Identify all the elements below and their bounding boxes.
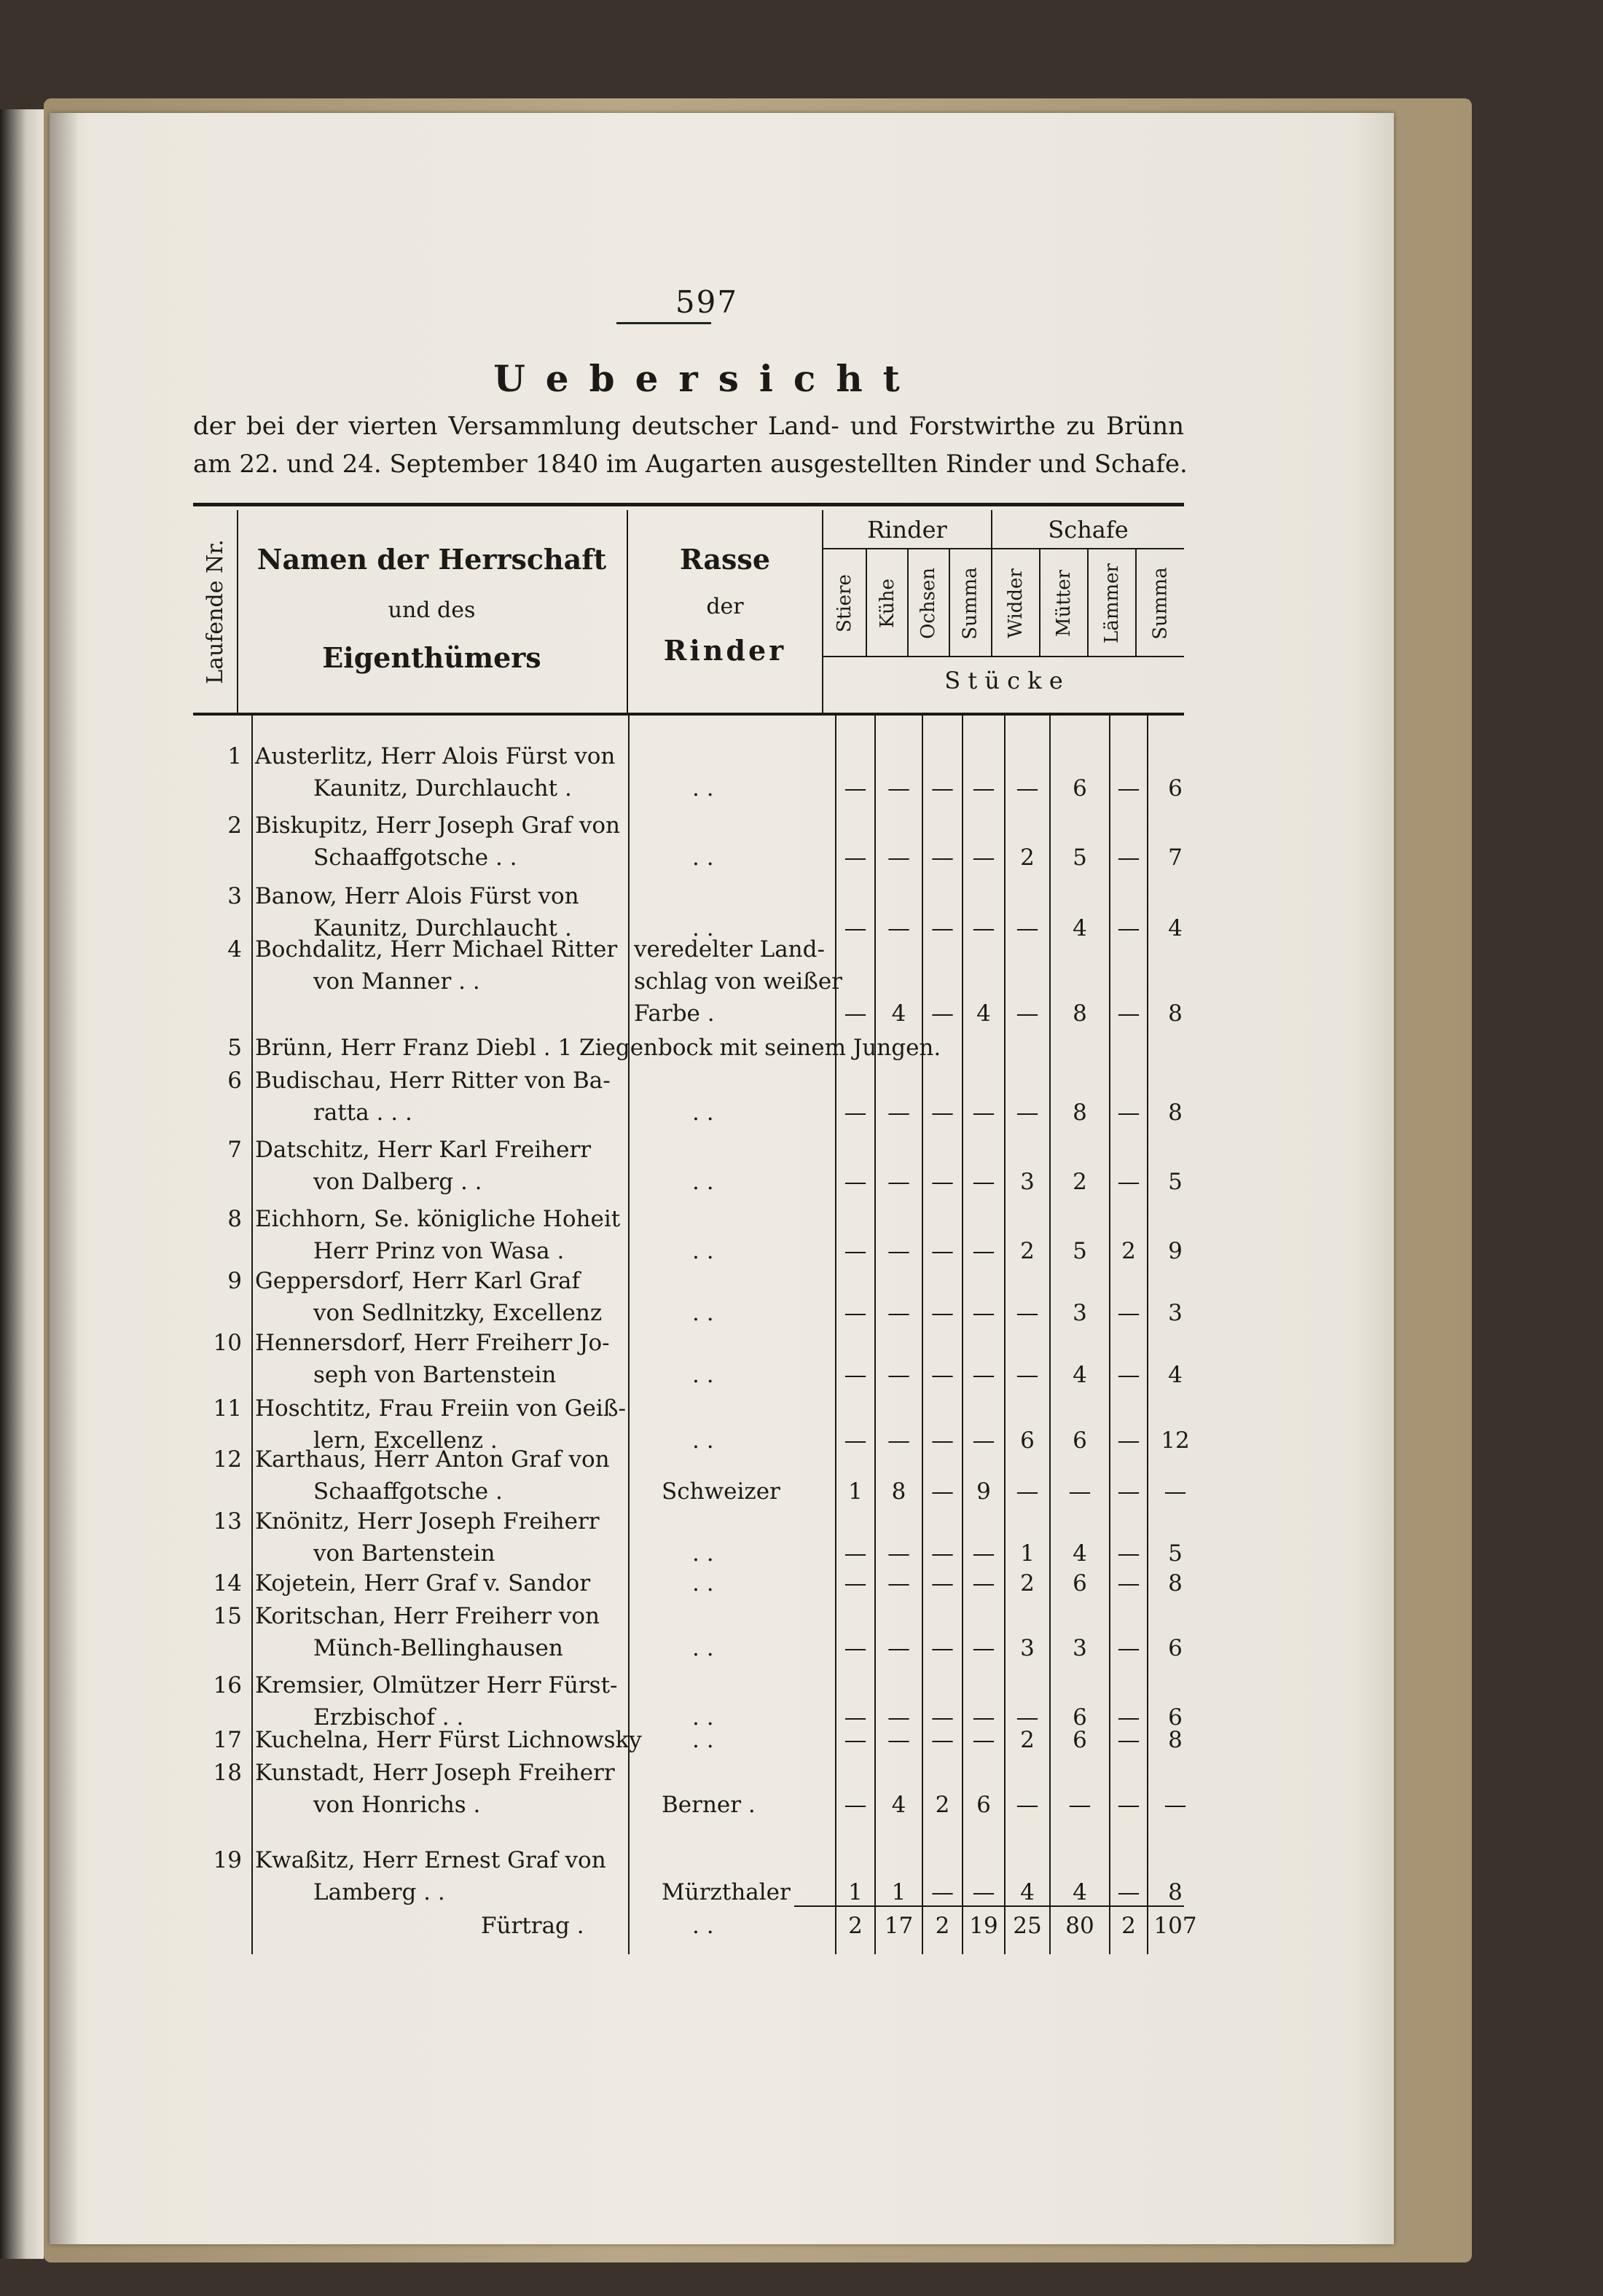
row-value: — [1016, 1100, 1039, 1126]
row-number: 11 [213, 1395, 242, 1422]
header-kuehe-text: Kühe [876, 579, 898, 628]
previous-page-edge [0, 109, 44, 2259]
header-bottom-rule [193, 713, 1184, 716]
row-number: 14 [213, 1570, 242, 1596]
row-value: — [1117, 1792, 1140, 1818]
row-name: Kremsier, Olmützer Herr Fürst- [255, 1672, 618, 1699]
row-name: Hennersdorf, Herr Freiherr Jo- [255, 1330, 610, 1356]
header-stiere [823, 551, 866, 656]
row-number: 12 [213, 1446, 242, 1473]
row-value: — [844, 1238, 867, 1264]
row-value: 6 [976, 1792, 991, 1818]
row-value: — [972, 1238, 995, 1264]
row-value: 6 [1073, 775, 1087, 802]
row-value: 1 [891, 1879, 906, 1905]
row-name: Karthaus, Herr Anton Graf von [255, 1446, 610, 1473]
row-value: — [844, 1362, 867, 1388]
row-number: 2 [227, 812, 242, 839]
row-value: 2 [1020, 845, 1035, 871]
row-value: 7 [1168, 845, 1183, 871]
row-value: 4 [1073, 915, 1087, 941]
row-value: — [887, 1727, 910, 1753]
row-value: — [931, 1300, 954, 1326]
header-kuehe [867, 551, 907, 656]
row-value: 4 [891, 1000, 906, 1027]
row-value: — [931, 1362, 954, 1388]
row-name: Kunstadt, Herr Joseph Freiherr [255, 1760, 615, 1786]
row-rasse: Berner . [662, 1792, 756, 1818]
row-value: — [1164, 1792, 1187, 1818]
row-value: — [1016, 1478, 1039, 1505]
row-value: — [1117, 845, 1140, 871]
row-value: — [931, 1000, 954, 1027]
row-value: — [972, 1300, 995, 1326]
row-value: — [887, 915, 910, 941]
row-name: Kojetein, Herr Graf v. Sandor [255, 1570, 591, 1596]
row-value: — [931, 1540, 954, 1567]
subtitle-line-1: der bei der vierten Versammlung deutscher Land- und Forstwirthe zu Brünn [193, 412, 1184, 441]
row-value: — [1016, 1000, 1039, 1027]
header-name-line2: und des [388, 597, 476, 623]
row-rasse: . . [692, 775, 714, 802]
row-value: — [972, 1362, 995, 1388]
header-divider [627, 510, 628, 713]
row-value: — [931, 1635, 954, 1661]
row-value: — [931, 1727, 954, 1753]
row-name: Banow, Herr Alois Fürst von [255, 883, 579, 909]
row-value: — [931, 1100, 954, 1126]
row-value: 6 [1073, 1704, 1087, 1731]
row-value: 4 [1168, 1362, 1183, 1388]
row-number: 1 [227, 743, 242, 769]
row-value: — [1117, 1635, 1140, 1661]
row-value: — [887, 845, 910, 871]
footer-value: 2 [848, 1913, 863, 1939]
row-value: 3 [1073, 1300, 1087, 1326]
row-value: — [931, 1879, 954, 1905]
row-value: — [972, 1427, 995, 1454]
row-value: — [887, 1169, 910, 1195]
row-value: 2 [1020, 1238, 1035, 1264]
footer-dots: . . [692, 1913, 714, 1939]
footer-value: 2 [935, 1913, 950, 1939]
header-muetter [1040, 551, 1087, 656]
row-rasse: Mürzthaler [662, 1879, 791, 1905]
row-value: 9 [976, 1478, 991, 1505]
row-name: Knönitz, Herr Joseph Freiherr [255, 1508, 600, 1535]
row-rasse: . . [692, 1570, 714, 1596]
header-laufende-nr-text: Laufende Nr. [202, 538, 228, 684]
row-value: — [1117, 1300, 1140, 1326]
row-value: — [1117, 1478, 1140, 1505]
row-value: — [844, 1570, 867, 1596]
row-value: 3 [1168, 1300, 1183, 1326]
page-number-rule [616, 322, 711, 324]
row-value: — [844, 1704, 867, 1731]
header-laemmer-text: Lämmer [1101, 563, 1124, 643]
row-number: 9 [227, 1268, 242, 1294]
row-value: 8 [1168, 1100, 1183, 1126]
row-value: — [972, 915, 995, 941]
row-name: von Manner . . [313, 968, 480, 995]
row-value: 4 [1168, 915, 1183, 941]
row-value: — [844, 1792, 867, 1818]
row-name: Geppersdorf, Herr Karl Graf [255, 1268, 580, 1294]
row-name: Herr Prinz von Wasa . [313, 1238, 565, 1264]
row-value: — [887, 1570, 910, 1596]
row-value: 5 [1073, 1238, 1087, 1264]
row-rasse: . . [692, 1540, 714, 1567]
row-value: — [972, 1169, 995, 1195]
header-laemmer [1089, 551, 1135, 656]
row-value: — [931, 1704, 954, 1731]
row-value: — [887, 1100, 910, 1126]
row-value: 8 [1073, 1000, 1087, 1027]
row-name: Biskupitz, Herr Joseph Graf von [255, 812, 621, 839]
row-number: 5 [227, 1035, 242, 1061]
header-rasse-line2: der [706, 594, 744, 619]
row-rasse: . . [692, 1100, 714, 1126]
footer-value: 2 [1121, 1913, 1136, 1939]
row-name: Koritschan, Herr Freiherr von [255, 1603, 600, 1629]
row-rasse: . . [692, 1362, 714, 1388]
header-rasse-line3: Rinder [663, 634, 787, 667]
row-value: — [1117, 1704, 1140, 1731]
row-value: — [1016, 1300, 1039, 1326]
row-value: — [844, 1727, 867, 1753]
row-value: — [844, 845, 867, 871]
footer-rule [794, 1905, 1184, 1907]
row-number: 16 [213, 1672, 242, 1699]
body-divider [1004, 716, 1006, 1954]
row-number: 13 [213, 1508, 242, 1535]
row-value: — [1117, 1427, 1140, 1454]
row-number: 6 [227, 1067, 242, 1094]
row-rasse: . . [692, 915, 714, 941]
row-rasse: veredelter Land- [634, 936, 825, 963]
row-number: 8 [227, 1206, 242, 1232]
row-value: — [931, 1427, 954, 1454]
row-name: Austerlitz, Herr Alois Fürst von [255, 743, 616, 769]
row-value: — [931, 1238, 954, 1264]
header-muetter-text: Mütter [1053, 569, 1075, 638]
row-value: 5 [1168, 1169, 1183, 1195]
row-number: 17 [213, 1727, 242, 1753]
row-value: 5 [1168, 1540, 1183, 1567]
row-rasse: . . [692, 845, 714, 871]
row-value: 9 [1168, 1238, 1183, 1264]
header-divider [237, 510, 238, 713]
row-value: 4 [1020, 1879, 1035, 1905]
row-value: — [1117, 1570, 1140, 1596]
row-value: — [1016, 1362, 1039, 1388]
row-name: Budischau, Herr Ritter von Ba- [255, 1067, 611, 1094]
row-value: — [887, 1300, 910, 1326]
row-value: 2 [1121, 1238, 1136, 1264]
header-summa-schafe [1137, 551, 1184, 656]
row-value: 1 [848, 1879, 863, 1905]
header-ochsen-text: Ochsen [917, 567, 940, 640]
row-name: Münch-Bellinghausen [313, 1635, 563, 1661]
footer-label: Fürtrag . [481, 1913, 584, 1939]
row-rasse: . . [692, 1427, 714, 1454]
row-rasse: . . [692, 1238, 714, 1264]
row-name: Bochdalitz, Herr Michael Ritter [255, 936, 618, 963]
row-value: 4 [891, 1792, 906, 1818]
row-value: — [972, 775, 995, 802]
row-value: 1 [848, 1478, 863, 1505]
header-name-line3: Eigenthümers [322, 641, 541, 674]
body-divider [962, 716, 963, 1954]
header-name-line1: Namen der Herrschaft [256, 543, 607, 576]
row-value: 3 [1073, 1635, 1087, 1661]
row-name: Schaaffgotsche . . [313, 845, 517, 871]
row-name: Eichhorn, Se. königliche Hoheit [255, 1206, 621, 1232]
row-number: 7 [227, 1137, 242, 1163]
row-value: — [931, 775, 954, 802]
body-divider [1049, 716, 1051, 1954]
row-value: 2 [1020, 1727, 1035, 1753]
row-value: 4 [1073, 1879, 1087, 1905]
row-name: von Sedlnitzky, Excellenz [313, 1300, 603, 1326]
row-value: — [1117, 1879, 1140, 1905]
row-name: Kwaßitz, Herr Ernest Graf von [255, 1847, 606, 1873]
row-name: von Dalberg . . [313, 1169, 482, 1195]
row-value: 6 [1168, 775, 1183, 802]
row-value: — [972, 1879, 995, 1905]
row-number: 15 [213, 1603, 242, 1629]
row-value: — [972, 1635, 995, 1661]
row-name: lern, Excellenz . [313, 1427, 498, 1454]
row-value: — [931, 1169, 954, 1195]
row-name: Erzbischof . . [313, 1704, 464, 1731]
row-value: 2 [935, 1792, 950, 1818]
row-value: 8 [1073, 1100, 1087, 1126]
footer-value: 107 [1153, 1913, 1197, 1939]
body-divider [1109, 716, 1110, 1954]
row-value: — [887, 1238, 910, 1264]
row-value: — [844, 1540, 867, 1567]
row-value: 6 [1073, 1570, 1087, 1596]
row-rasse: . . [692, 1300, 714, 1326]
footer-value: 80 [1065, 1913, 1094, 1939]
row-value: 12 [1161, 1427, 1190, 1454]
row-value: — [844, 1000, 867, 1027]
row-value: — [931, 845, 954, 871]
row-number: 18 [213, 1760, 242, 1786]
row-name: seph von Bartenstein [313, 1362, 557, 1388]
row-name: Datschitz, Herr Karl Freiherr [255, 1137, 592, 1163]
row-value: — [972, 1100, 995, 1126]
row-value: — [1117, 1727, 1140, 1753]
header-schafe: Schafe [1048, 516, 1129, 544]
row-value: — [844, 775, 867, 802]
row-value: — [931, 1570, 954, 1596]
row-value: 6 [1168, 1704, 1183, 1731]
header-widder [992, 551, 1039, 656]
row-value: — [887, 1635, 910, 1661]
table-top-rule [193, 503, 1184, 506]
row-value: — [972, 845, 995, 871]
row-value: — [1117, 1362, 1140, 1388]
row-value: — [1016, 1792, 1039, 1818]
row-rasse: . . [692, 1635, 714, 1661]
row-value: — [887, 1362, 910, 1388]
row-rasse: . . [692, 1727, 714, 1753]
row-rasse: schlag von weißer [634, 968, 842, 995]
row-value: — [887, 1704, 910, 1731]
row-value: 4 [1073, 1540, 1087, 1567]
row-value: — [1164, 1478, 1187, 1505]
row-value: — [1117, 1540, 1140, 1567]
row-value: 8 [891, 1478, 906, 1505]
row-value: 4 [976, 1000, 991, 1027]
row-value: 2 [1073, 1169, 1087, 1195]
row-value: — [844, 1427, 867, 1454]
row-value: 8 [1168, 1570, 1183, 1596]
row-value: — [887, 1540, 910, 1567]
row-value: — [1117, 1000, 1140, 1027]
row-value: — [1016, 775, 1039, 802]
row-number: 3 [227, 883, 242, 909]
body-divider [1147, 716, 1148, 1954]
header-summa-rinder-text: Summa [960, 567, 981, 640]
header-stuecke: S t ü c k e [944, 667, 1063, 694]
row-value: 6 [1020, 1427, 1035, 1454]
row-value: — [972, 1704, 995, 1731]
row-rasse: . . [692, 1704, 714, 1731]
row-value: — [1117, 775, 1140, 802]
row-value: — [931, 915, 954, 941]
row-value: — [1016, 1704, 1039, 1731]
row-value: — [887, 1427, 910, 1454]
body-divider [835, 716, 836, 1954]
row-value: 8 [1168, 1000, 1183, 1027]
subtitle-line-2: am 22. und 24. September 1840 im Augarten ausgestellten Rinder und Schafe. [193, 450, 1188, 479]
header-summa-schafe-text: Summa [1149, 567, 1172, 640]
row-value: — [1117, 1100, 1140, 1126]
sub-header-rule [823, 656, 1184, 657]
row-value: 6 [1073, 1727, 1087, 1753]
row-rasse: Farbe . [634, 1000, 715, 1027]
row-name: Kaunitz, Durchlaucht . [313, 915, 572, 941]
header-laufende-nr [193, 510, 237, 713]
row-value: 8 [1168, 1727, 1183, 1753]
row-value: 8 [1168, 1879, 1183, 1905]
row-value: — [1117, 915, 1140, 941]
row-value: — [844, 1300, 867, 1326]
row-value: 6 [1073, 1427, 1087, 1454]
footer-value: 25 [1013, 1913, 1042, 1939]
row-value: — [844, 915, 867, 941]
row-name: Hoschtitz, Frau Freiin von Geiß- [255, 1395, 626, 1422]
row-value: — [1068, 1792, 1091, 1818]
row-value: — [887, 775, 910, 802]
body-divider [922, 716, 923, 1954]
row-value: 5 [1073, 845, 1087, 871]
page-number: 597 [675, 284, 739, 320]
header-rinder: Rinder [867, 516, 947, 544]
row-value: 4 [1073, 1362, 1087, 1388]
row-name: ratta . . . [313, 1100, 412, 1126]
row-name: Kaunitz, Durchlaucht . [313, 775, 572, 802]
footer-value: 19 [969, 1913, 998, 1939]
row-value: 2 [1020, 1570, 1035, 1596]
row-name: von Bartenstein [313, 1540, 495, 1567]
row-value: — [844, 1635, 867, 1661]
row-rasse: . . [692, 1169, 714, 1195]
group-header-rule [823, 548, 1184, 549]
row-value: 1 [1020, 1540, 1035, 1567]
body-divider [874, 716, 876, 1954]
row-value: — [1016, 915, 1039, 941]
header-widder-text: Widder [1005, 568, 1027, 638]
row-value: — [972, 1570, 995, 1596]
document-title: Uebersicht [493, 357, 920, 400]
row-name: Lamberg . . [313, 1879, 445, 1905]
row-number: 4 [227, 936, 242, 963]
row-name: Kuchelna, Herr Fürst Lichnowsky [255, 1727, 642, 1753]
row-value: 3 [1020, 1169, 1035, 1195]
row-rasse: Schweizer [662, 1478, 780, 1505]
footer-value: 17 [884, 1913, 914, 1939]
row-value: — [1068, 1478, 1091, 1505]
row-value: — [1117, 1169, 1140, 1195]
row-name: Schaaffgotsche . [313, 1478, 503, 1505]
row-value: — [844, 1100, 867, 1126]
header-stiere-text: Stiere [834, 574, 855, 632]
spine-shadow [50, 113, 79, 2244]
row-number: 19 [213, 1847, 242, 1873]
row-number: 10 [213, 1330, 242, 1356]
row-name: von Honrichs . [313, 1792, 481, 1818]
row-value: — [972, 1540, 995, 1567]
body-divider [628, 716, 630, 1954]
row-value: 6 [1168, 1635, 1183, 1661]
header-rasse-line1: Rasse [679, 543, 771, 576]
row-value: — [972, 1727, 995, 1753]
body-divider [251, 716, 253, 1954]
row-value: 3 [1020, 1635, 1035, 1661]
row-name: Brünn, Herr Franz Diebl . 1 Ziegenbock mit seinem Jungen. [255, 1035, 941, 1061]
row-value: — [844, 1169, 867, 1195]
row-value: — [931, 1478, 954, 1505]
header-summa-rinder [950, 551, 991, 656]
header-ochsen [909, 551, 949, 656]
